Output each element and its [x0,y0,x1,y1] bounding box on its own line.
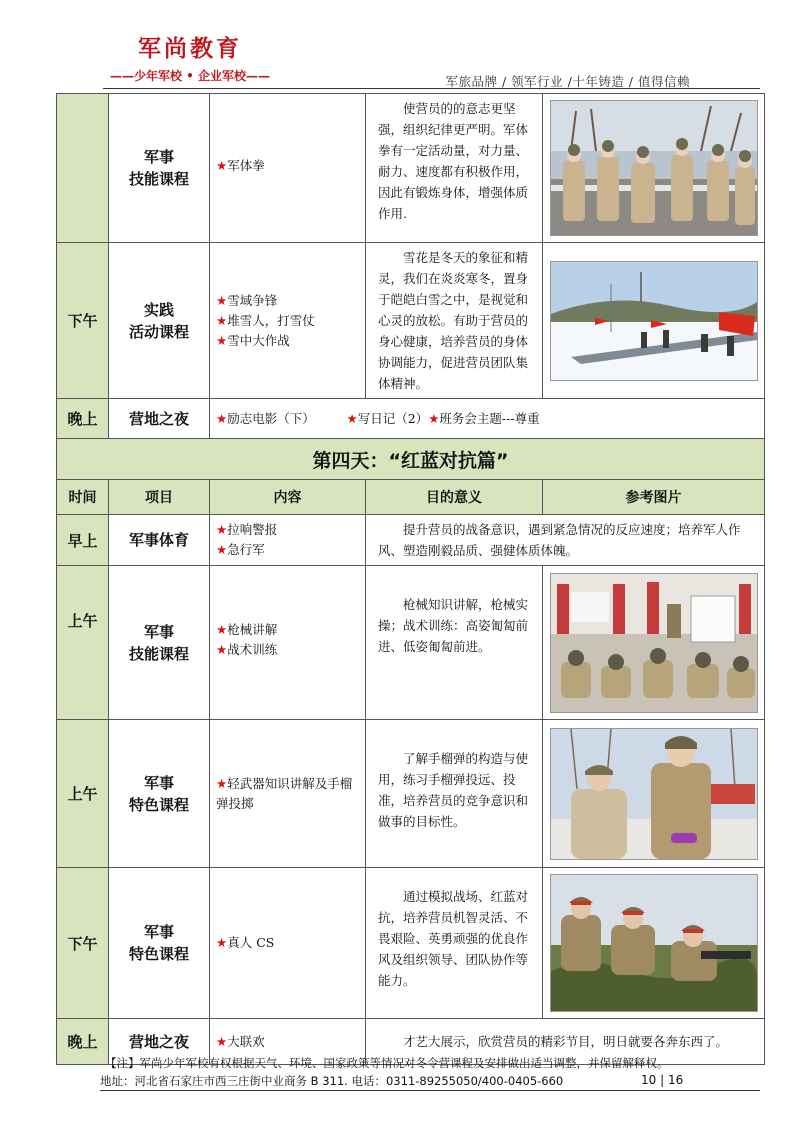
content-cell [210,515,366,566]
logo-title: 军尚教育 [138,35,242,62]
star-icon: ★ [428,410,440,426]
photo-cell [543,720,765,868]
column-header-row [57,480,765,515]
content-item [216,774,359,814]
item-line: 军事 [143,148,174,166]
photo-cell [543,94,765,243]
footer-divider [100,1090,760,1091]
cs-game-photo [550,874,758,1012]
item-cell [109,566,210,720]
star-icon: ★ [216,622,228,637]
table-row [57,243,765,399]
military-boxing-photo [550,100,758,236]
page-number: 10 | 16 [641,1073,684,1087]
item-line: 技能课程 [128,644,189,663]
column-header: 参考图片 [543,480,765,515]
content-text: 枪械讲解 [227,622,278,637]
column-header: 内容 [210,480,366,515]
column-header: 目的意义 [366,480,543,515]
time-cell: 晚上 [57,1019,109,1065]
purpose-cell: 了解手榴弹的构造与使用，练习手榴弹投远、投准，培养营员的竞争意识和做事的目标性。 [366,720,543,868]
content-item [216,156,359,176]
table-row [57,399,765,439]
content-item [216,933,359,953]
item-cell [109,243,210,399]
item-line: 特色课程 [128,945,189,963]
content-item [216,540,359,560]
schedule-table [56,93,765,1065]
star-icon: ★ [216,332,228,348]
photo-cell [543,243,765,399]
star-icon: ★ [216,542,228,557]
table-row [57,720,765,868]
item-cell: 营地之夜 [109,1019,210,1065]
content-cell [210,243,366,399]
photo-cell [543,868,765,1019]
photo-cell [543,566,765,720]
star-icon: ★ [216,312,228,328]
star-icon: ★ [216,642,228,657]
content-item [216,1032,359,1052]
content-text: 大联欢 [227,1033,265,1049]
logo-subtitle: ——少年军校 • 企业军校—— [109,69,271,83]
star-icon: ★ [216,522,228,537]
purpose-cell: 使营员的的意志更坚强，组织纪律更严明。军体拳有一定活动量，对力量、耐力、速度都有积极作用，因此有锻炼身体，增强体质作用. [366,94,543,243]
item-line: 特色课程 [128,795,189,814]
time-cell: 早上 [57,515,109,566]
logo [100,30,280,84]
header-divider [103,88,760,89]
item-cell [109,94,210,243]
content-text: 堆雪人，打雪仗 [227,312,315,328]
footer-note: 【注】军尚少年军校有权根据天气、环境、国家政策等情况对冬令营课程及安排做出适当调整，并保留解释权。 [105,1056,669,1070]
time-cell [57,94,109,243]
classroom-photo [550,573,758,713]
content-cell [210,868,366,1019]
star-icon: ★ [216,935,228,950]
content-item [216,640,359,660]
header-slogan: 军旅品牌 / 领军行业 /十年铸造 / 值得信赖 [445,74,690,89]
content-item [216,291,359,311]
content-text: 雪域争锋 [227,292,278,308]
item-line: 军事 [143,773,174,792]
grenade-training-photo [550,728,758,860]
item-cell: 军事体育 [109,515,210,566]
time-cell: 上午 [57,720,109,868]
table-row [57,566,765,720]
item-line: 军事 [143,923,174,941]
column-header: 项目 [109,480,210,515]
table-row [57,868,765,1019]
day-title: 第四天：“红蓝对抗篇” [57,439,765,480]
content-item [216,620,359,640]
purpose-cell: 才艺大展示，欣赏营员的精彩节目，明日就要各奔东西了。 [366,1019,765,1065]
time-cell: 晚上 [57,399,109,439]
content-item [216,311,359,331]
item-cell [109,720,210,868]
item-cell: 营地之夜 [109,399,210,439]
star-icon: ★ [216,775,228,791]
column-header: 时间 [57,480,109,515]
content-cell [210,720,366,868]
content-text: 急行军 [227,542,265,557]
evening-content-cell [210,399,765,439]
content-text: 真人 CS [227,935,275,950]
time-cell: 上午 [57,566,109,720]
star-icon: ★ [216,1033,228,1049]
content-item [216,331,359,351]
item-line: 实践 [143,300,174,319]
item-cell [109,868,210,1019]
purpose-cell: 雪花是冬天的象征和精灵，我们在炎炎寒冬，置身于皑皑白雪之中，是视觉和心灵的放松。有助于营员的身心健康，培养营员的身体协调能力，促进营员团队集体精神。 [366,243,543,399]
evening-content-text: ★励志电影（下） ★写日记（2）★班务会主题---尊重 [216,410,540,426]
star-icon: ★ [346,410,358,426]
content-text: 拉响警报 [227,522,278,537]
purpose-cell: 提升营员的战备意识，遇到紧急情况的反应速度；培养军人作风、塑造刚毅品质、强健体质体魄。 [366,515,765,566]
star-icon: ★ [216,410,228,426]
content-text: 雪中大作战 [227,332,290,348]
content-cell [210,94,366,243]
table-row [57,94,765,243]
item-line: 技能课程 [128,170,189,188]
content-item [216,520,359,540]
content-cell [210,566,366,720]
day-title-row [57,439,765,480]
snow-activity-photo [550,261,758,381]
footer-address: 地址：河北省石家庄市西三庄街中业商务 B 311. 电话：0311-89255050/400-0405-660 [100,1074,564,1088]
star-icon: ★ [216,292,228,308]
table-row [57,515,765,566]
purpose-cell: 通过模拟战场、红蓝对抗，培养营员机智灵活、不畏艰险、英勇顽强的优良作风及组织领导、团队协作等能力。 [366,868,543,1019]
time-cell: 下午 [57,243,109,399]
item-line: 军事 [143,622,174,641]
content-text: 军体拳 [227,158,265,173]
purpose-cell: 枪械知识讲解，枪械实操；战术训练：高姿匍匐前进、低姿匍匐前进。 [366,566,543,720]
star-icon: ★ [216,158,228,173]
time-cell: 下午 [57,868,109,1019]
content-text: 战术训练 [227,642,278,657]
item-line: 活动课程 [128,322,189,341]
content-text: 轻武器知识讲解及手榴弹投掷 [216,775,353,811]
